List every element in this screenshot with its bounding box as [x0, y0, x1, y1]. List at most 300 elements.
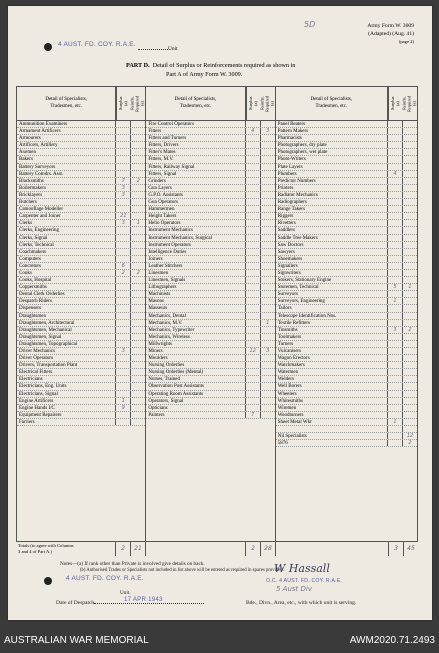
- surplus-value: [388, 220, 403, 226]
- surplus-value: 7: [116, 178, 131, 184]
- reinforcement-value: [403, 121, 417, 127]
- corner-mark: 5D: [304, 20, 316, 29]
- surplus-value: [246, 369, 261, 375]
- trade-name: Saw Doctors: [276, 242, 388, 248]
- table-row: [17, 291, 145, 298]
- reinforcement-value: [261, 270, 275, 276]
- surplus-value: [388, 206, 403, 212]
- table-row: [276, 149, 417, 156]
- surplus-value: [246, 291, 261, 297]
- reinforcement-value: [131, 291, 145, 297]
- reinforcement-value: [131, 369, 145, 375]
- reinforcement-value: [261, 263, 275, 269]
- reinforcement-value: [261, 355, 275, 361]
- surplus-value: [116, 391, 131, 397]
- note-a: Notes—(a) If rank other than Private is involved give details on back.: [60, 561, 205, 567]
- table-row: [146, 256, 274, 263]
- reinforcement-value: [131, 128, 145, 134]
- reinforcement-value: [403, 206, 417, 212]
- surplus-value: [116, 277, 131, 283]
- table-row: [276, 405, 417, 412]
- reinforcement-value: [403, 178, 417, 184]
- trade-name: Pharmacists: [276, 135, 388, 141]
- trade-name: Photo-Writers: [276, 156, 388, 162]
- trade-name: Fire Control Operators: [146, 121, 245, 127]
- table-row: [146, 369, 274, 376]
- header-surplus: Surplus (a): [116, 87, 131, 120]
- reinforcement-value: [131, 185, 145, 191]
- trade-name: Cooks: [17, 270, 116, 276]
- reinforcement-value: [403, 135, 417, 141]
- surplus-value: [388, 164, 403, 170]
- reinforcement-value: [403, 227, 417, 233]
- reinforcement-value: 3: [266, 348, 270, 354]
- surplus-value: [388, 270, 403, 276]
- reinforcement-value: [261, 185, 275, 191]
- trade-name: Draughtsmen, Signal: [17, 334, 116, 340]
- table-row: [276, 121, 417, 128]
- table-row: [17, 348, 145, 355]
- surplus-value: 3: [116, 348, 131, 354]
- trade-name: 5876: [276, 440, 388, 446]
- table-row: [146, 149, 274, 156]
- table-row: [146, 121, 274, 128]
- table-row: [276, 440, 417, 447]
- table-row: [17, 305, 145, 312]
- trade-name: Mechanics, Typewriter: [146, 327, 245, 333]
- date-label: Date of Despatch: [56, 600, 204, 606]
- trade-name: Fitters, Railway Signal: [146, 164, 245, 170]
- surplus-value: [246, 398, 261, 404]
- table-row: [276, 341, 417, 348]
- trade-name: Fitters and Turners: [146, 135, 245, 141]
- trade-name: Range Takers: [276, 206, 388, 212]
- surplus-value: [246, 171, 261, 177]
- table-row: [146, 128, 274, 135]
- trade-name: Draughtsmen: [17, 313, 116, 319]
- trade-name: Instrument Operators: [146, 242, 245, 248]
- surplus-value: [388, 362, 403, 368]
- reinforcement-value: [131, 171, 145, 177]
- trade-name: Photographers, dry plate: [276, 142, 388, 148]
- reinforcement-value: [403, 419, 417, 425]
- table-row: [276, 362, 417, 369]
- table-row: [17, 256, 145, 263]
- unit-line: Unit: [138, 46, 178, 52]
- reinforcement-value: [131, 391, 145, 397]
- surplus-value: [388, 277, 403, 283]
- table-row: [146, 291, 274, 298]
- totals-label: [276, 542, 389, 556]
- surplus-value: 6: [116, 263, 131, 269]
- reinforcement-value: [261, 391, 275, 397]
- trade-name: Nursing Orderlies: [146, 362, 245, 368]
- table-row: [17, 128, 145, 135]
- column-header: [146, 87, 274, 121]
- trade-name: Operators, Signal: [146, 398, 245, 404]
- total-reinforcements: 21: [134, 545, 142, 552]
- reinforcement-value: [131, 284, 145, 290]
- table-row: [146, 192, 274, 199]
- surplus-value: [246, 263, 261, 269]
- header-reinforcements: Reinfts. Required (a): [130, 95, 145, 112]
- trade-name: Instrument Mechanics: [146, 227, 245, 233]
- table-row: [146, 383, 274, 390]
- reinforcement-value: [403, 348, 417, 354]
- trade-name: Carpenter and Joiner: [17, 213, 116, 219]
- surplus-value: [116, 341, 131, 347]
- surplus-value: [116, 412, 131, 418]
- table-row: [276, 298, 417, 305]
- reinforcement-value: [131, 199, 145, 205]
- reinforcement-value: [261, 284, 275, 290]
- surplus-value: [388, 376, 403, 382]
- footer-unit-stamp: 4 AUST. FD. COY. R.A.E.: [66, 575, 144, 582]
- trade-name: Observation Post Assistants: [146, 383, 245, 389]
- surplus-value: 5: [388, 284, 403, 290]
- reinforcement-value: 2: [408, 440, 412, 447]
- table-row: [146, 178, 274, 185]
- reinforcement-value: 2: [408, 326, 412, 333]
- trade-name: Coppersmiths: [17, 284, 116, 290]
- reinforcement-value: [261, 192, 275, 198]
- reinforcement-value: [261, 213, 275, 219]
- table-row: [276, 220, 417, 227]
- surplus-value: [388, 178, 403, 184]
- table-row: [17, 171, 145, 178]
- table-row: [146, 220, 274, 227]
- reinforcement-value: [403, 128, 417, 134]
- reinforcement-value: [261, 149, 275, 155]
- table-row: [276, 249, 417, 256]
- reinforcement-value: [131, 298, 145, 304]
- surplus-value: [116, 298, 131, 304]
- reinforcement-value: [261, 135, 275, 141]
- reinforcement-value: 2: [136, 177, 140, 184]
- signature: W Hassall: [274, 562, 330, 575]
- surplus-value: [246, 298, 261, 304]
- trade-name: Fitters, Signal: [146, 171, 245, 177]
- surplus-value: [388, 405, 403, 411]
- header-surplus: Surplus (a): [246, 87, 261, 120]
- trade-name: Well Borers: [276, 383, 388, 389]
- trade-name: Moulders: [146, 355, 245, 361]
- table-row: [17, 135, 145, 142]
- surplus-value: [246, 391, 261, 397]
- total-reinforcements: 28: [264, 545, 272, 552]
- reinforcement-value: [261, 249, 275, 255]
- surplus-value: [116, 227, 131, 233]
- trade-name: Turners: [276, 341, 388, 347]
- trade-name: Predictor Numbers: [276, 178, 388, 184]
- trade-name: Plumbers: [276, 171, 388, 177]
- trade-name: Signwriters: [276, 270, 388, 276]
- surplus-value: [116, 369, 131, 375]
- table-row: [276, 256, 417, 263]
- table-row: [17, 376, 145, 383]
- reinforcement-value: [403, 192, 417, 198]
- reinforcement-value: [403, 277, 417, 283]
- table-row: [146, 348, 274, 355]
- caption-left: AUSTRALIAN WAR MEMORIAL: [4, 635, 149, 646]
- surplus-value: [116, 362, 131, 368]
- trade-name: Riggers: [276, 213, 388, 219]
- reinforcement-value: 1: [408, 284, 412, 291]
- trade-name: Vulcanisers: [276, 348, 388, 354]
- trade-name: Equipment Repairers: [17, 412, 116, 418]
- table-row: [276, 383, 417, 390]
- trade-name: Fitter's Mates: [146, 149, 245, 155]
- surplus-value: [388, 355, 403, 361]
- trade-name: Bricklayers: [17, 192, 116, 198]
- trade-name: Draughtsmen, Architectural: [17, 320, 116, 326]
- totals-column: [276, 542, 418, 556]
- reinforcement-value: [403, 320, 417, 326]
- column-header: [276, 87, 417, 121]
- reinforcement-value: [131, 121, 145, 127]
- surplus-value: [116, 313, 131, 319]
- trade-name: Hammermen: [146, 206, 245, 212]
- surplus-value: [388, 199, 403, 205]
- trade-name: Operating Room Assistants: [146, 391, 245, 397]
- trade-name: Boilermakers: [17, 185, 116, 191]
- surplus-value: [388, 383, 403, 389]
- table-row: [146, 313, 274, 320]
- trade-name: Wagon Erectors: [276, 355, 388, 361]
- trade-name: Axemen: [17, 149, 116, 155]
- reinforcement-value: [131, 398, 145, 404]
- table-row: [146, 405, 274, 412]
- reinforcement-value: 3: [266, 128, 270, 135]
- trade-name: Wiremen: [276, 405, 388, 411]
- surplus-value: [246, 284, 261, 290]
- reinforcement-value: 2: [136, 269, 140, 276]
- surplus-value: [388, 320, 403, 326]
- reinforcement-value: [131, 376, 145, 382]
- table-row: [17, 327, 145, 334]
- table-row: [276, 433, 417, 440]
- table-row: [146, 171, 274, 178]
- reinforcement-value: [261, 156, 275, 162]
- table-row: [146, 156, 274, 163]
- reinforcement-value: [261, 220, 275, 226]
- table-row: [276, 227, 417, 234]
- table-row: [276, 284, 417, 291]
- surplus-value: 4: [388, 171, 403, 177]
- table-row: [146, 412, 274, 419]
- surplus-value: [388, 256, 403, 262]
- table-row: [17, 369, 145, 376]
- surplus-value: 1: [116, 398, 131, 404]
- surplus-value: [116, 320, 131, 326]
- surplus-value: [246, 121, 261, 127]
- surplus-value: [246, 362, 261, 368]
- header-reinforcements: Reinfts. Required (a): [259, 95, 275, 112]
- table-row: [276, 369, 417, 376]
- trade-name: [276, 426, 388, 432]
- table-row: [146, 185, 274, 192]
- surplus-value: [246, 220, 261, 226]
- total-reinforcements: 45: [407, 545, 415, 552]
- surplus-value: [388, 156, 403, 162]
- surplus-value: [246, 277, 261, 283]
- table-row: [146, 235, 274, 242]
- reinforcement-value: [261, 206, 275, 212]
- table-row: [276, 291, 417, 298]
- table-row: [276, 178, 417, 185]
- table-column: [276, 87, 417, 555]
- trade-name: Radiographers: [276, 199, 388, 205]
- table-row: [17, 220, 145, 227]
- surplus-value: [388, 192, 403, 198]
- table-column: [146, 87, 275, 555]
- table-row: [146, 213, 274, 220]
- table-row: [17, 355, 145, 362]
- surplus-value: [388, 305, 403, 311]
- table-row: [17, 249, 145, 256]
- trade-name: Butchers: [17, 199, 116, 205]
- surplus-value: [116, 242, 131, 248]
- trade-name: Gun Layers: [146, 185, 245, 191]
- trade-name: Pattern Makers: [276, 128, 388, 134]
- table-row: [276, 213, 417, 220]
- surplus-value: [388, 426, 403, 432]
- trade-name: Saddlers: [276, 227, 388, 233]
- reinforcement-value: [403, 220, 417, 226]
- trade-name: Fitters: [146, 128, 245, 134]
- surplus-value: [116, 376, 131, 382]
- totals-column: [16, 542, 146, 556]
- unit-stamp: 4 AUST. FD. COY. R.A.E.: [58, 41, 136, 48]
- surplus-value: [116, 419, 131, 425]
- table-row: [17, 277, 145, 284]
- table-row: [17, 263, 145, 270]
- trade-name: Opticians: [146, 405, 245, 411]
- trade-name: Printers: [276, 185, 388, 191]
- table-row: [17, 391, 145, 398]
- surplus-value: 3: [116, 185, 131, 191]
- table-row: [146, 135, 274, 142]
- surplus-value: [388, 391, 403, 397]
- trade-name: Toolmakers: [276, 334, 388, 340]
- trade-name: Tinsmiths: [276, 327, 388, 333]
- surplus-value: 1: [388, 298, 403, 304]
- reinforcement-value: [131, 348, 145, 354]
- surplus-value: [388, 348, 403, 354]
- trade-name: Shoemakers: [276, 256, 388, 262]
- trade-name: Nil Specialists: [276, 433, 388, 439]
- surplus-value: [246, 227, 261, 233]
- trade-name: Dental Clerk Orderlies: [17, 291, 116, 297]
- trade-name: Electricians: [17, 376, 116, 382]
- table-row: [146, 376, 274, 383]
- surplus-value: [246, 313, 261, 319]
- surplus-value: [388, 291, 403, 297]
- table-row: [17, 362, 145, 369]
- reinforcement-value: [403, 249, 417, 255]
- totals-column: [146, 542, 276, 556]
- reinforcement-value: [403, 391, 417, 397]
- surplus-value: [388, 398, 403, 404]
- table-row: [17, 227, 145, 234]
- table-row: [276, 376, 417, 383]
- table-row: [17, 398, 145, 405]
- table-row: [17, 213, 145, 220]
- surplus-value: [388, 341, 403, 347]
- reinforcement-value: [403, 355, 417, 361]
- surplus-value: [116, 256, 131, 262]
- table-row: [17, 383, 145, 390]
- total-surplus: 2: [246, 542, 261, 556]
- surplus-value: [246, 405, 261, 411]
- surplus-value: [246, 206, 261, 212]
- reinforcement-value: [131, 419, 145, 425]
- bde-label: Bde., Divn., Area, etc., with which unit is serving.: [246, 600, 357, 606]
- reinforcement-value: 1: [136, 220, 140, 227]
- reinforcement-value: [261, 142, 275, 148]
- surplus-value: [388, 433, 403, 439]
- trade-name: Clerks, Signal: [17, 235, 116, 241]
- trade-name: Photographers, wet plate: [276, 149, 388, 155]
- punch-hole: [44, 43, 52, 51]
- trade-name: Battery Comdrs. Asst.: [17, 171, 116, 177]
- table-row: [276, 142, 417, 149]
- surplus-value: [388, 369, 403, 375]
- trade-name: Clerks: [17, 220, 116, 226]
- header-reinforcements: Reinfts. Required (a): [401, 95, 417, 112]
- reinforcement-value: [131, 135, 145, 141]
- trade-name: Storemen, Technical: [276, 284, 388, 290]
- surplus-value: [246, 242, 261, 248]
- surplus-value: [388, 121, 403, 127]
- table-column: [17, 87, 146, 555]
- surplus-value: [246, 270, 261, 276]
- table-row: [17, 320, 145, 327]
- reinforcement-value: [403, 305, 417, 311]
- reinforcement-value: [131, 383, 145, 389]
- trade-name: Artificers, Artillery: [17, 142, 116, 148]
- reinforcement-value: [131, 213, 145, 219]
- table-row: [146, 362, 274, 369]
- surplus-value: [388, 227, 403, 233]
- reinforcement-value: [261, 256, 275, 262]
- table-row: [276, 419, 417, 426]
- reinforcement-value: [403, 341, 417, 347]
- reinforcement-value: [403, 171, 417, 177]
- surplus-value: [116, 135, 131, 141]
- reinforcement-value: [131, 164, 145, 170]
- trade-name: Fitters, M.V.: [146, 156, 245, 162]
- reinforcement-value: [403, 362, 417, 368]
- table-row: [17, 178, 145, 185]
- reinforcement-value: [131, 192, 145, 198]
- trade-name: Gun Operators: [146, 199, 245, 205]
- table-row: [146, 199, 274, 206]
- trade-name: Ammunition Examiners: [17, 121, 116, 127]
- trade-name: Watchmakers: [276, 362, 388, 368]
- surplus-value: [116, 291, 131, 297]
- surplus-value: [116, 164, 131, 170]
- trade-name: Instrument Mechanics, Surgical: [146, 235, 245, 241]
- table-row: [17, 405, 145, 412]
- trade-name: Drivers, Transportation Plant: [17, 362, 116, 368]
- table-row: [146, 284, 274, 291]
- reinforcement-value: [261, 376, 275, 382]
- reinforcement-value: [403, 142, 417, 148]
- reinforcement-value: [403, 298, 417, 304]
- trade-name: Electricians, Signal: [17, 391, 116, 397]
- division-handwritten: 5 Aust Div: [276, 585, 312, 593]
